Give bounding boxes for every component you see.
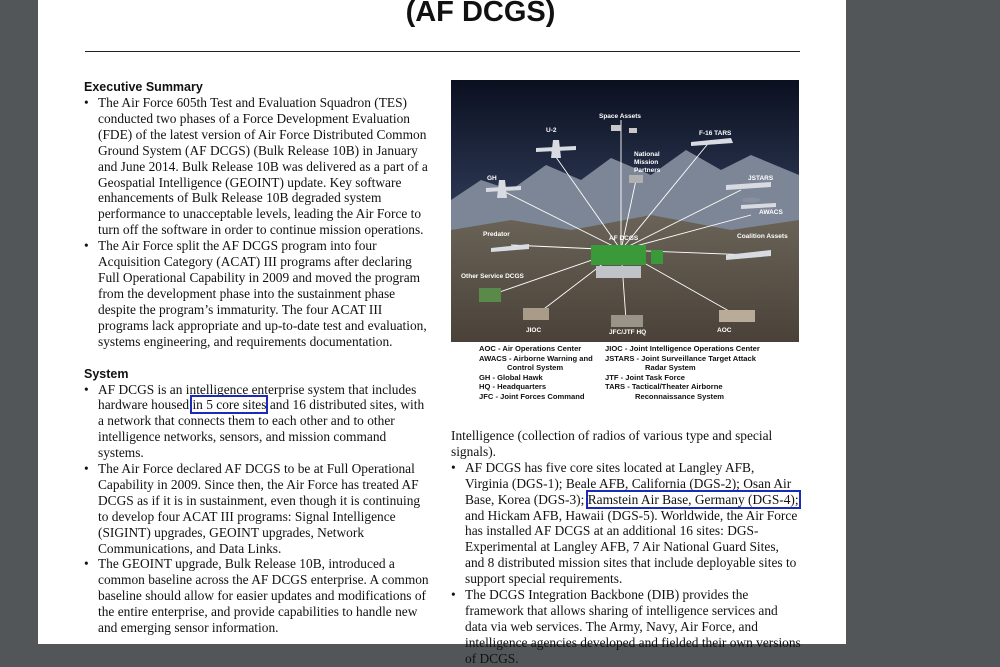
system-bullet-2: • The Air Force declared AF DCGS to be at Full Operational Capability in 2009. Since then, the Air Force has treated AF DCGS as if it is in sustainment, even though it is continuing to develop four ACAT III programs: Signal Intelligence (SIGINT) upgrades, GEOINT upgrades, Network Communications, and Data Links.: [84, 461, 429, 556]
legend-row: [479, 392, 809, 402]
system-bullet-1-pre: AF DCGS is an intelligence enterprise system that includes hardware housed: [98, 381, 417, 413]
executive-summary-heading: Executive Summary: [84, 80, 203, 94]
highlight-core-sites: in 5 core sites: [192, 397, 267, 413]
legend-item: JFC - Joint Forces Command: [479, 391, 585, 401]
label-predator: Predator: [483, 231, 510, 238]
system-bullet-1: [84, 382, 429, 462]
label-partners: Partners: [634, 167, 661, 174]
legend-item: TARS - Tactical/Theater Airborne: [605, 382, 723, 391]
core-sites-bullet-post: and Hickam AFB, Hawaii (DGS-5). Worldwide, the Air Force has installed AF DCGS at an additional 16 sites: DGS-Experimental at Langley AFB, 7 Air National Guard Sites, and 8 distributed mission sites that include deployable sites to support special requirements.: [465, 507, 798, 587]
core-sites-bullet-pre: AF DCGS has five core sites located at Langley AFB, Virginia (DGS-1); Beale AFB, California (DGS-2); Osan Air Base, Korea (DGS-3);: [465, 459, 792, 507]
continued-paragraph: Intelligence (collection of radios of various type and special signals).: [451, 428, 773, 459]
legend-item: GH - Global Hawk: [479, 372, 543, 382]
af-dcgs-diagram: [451, 80, 799, 342]
legend-row: [479, 382, 809, 392]
viewer-background: [846, 0, 1000, 644]
legend-row: [479, 363, 809, 373]
label-aoc: AOC: [717, 327, 732, 334]
label-space-assets: Space Assets: [599, 113, 642, 120]
legend-row: [479, 373, 809, 383]
left-column: [84, 79, 429, 636]
label-gh: GH: [487, 175, 497, 182]
legend-item: Reconnaissance System: [635, 391, 725, 401]
label-af-dcgs: AF DCGS: [609, 235, 639, 242]
right-list: [451, 460, 801, 667]
core-sites-bullet: [451, 460, 801, 587]
label-jioc: JIOC: [526, 327, 542, 334]
legend-item: AOC - Air Operations Center: [479, 344, 582, 353]
label-coalition-assets: Coalition Assets: [737, 233, 788, 240]
exec-bullet-1: • The Air Force 605th Test and Evaluation Squadron (TES) conducted two phases of a Force Development Evaluation (FDE) of the latest version of Air Force Distributed Common Ground System (AF DCGS) (Bulk Release 10B) in January and June 2014. Bulk Release 10B was delivered as a part of a Geospatial Intelligence (GEOINT) update. Key software enhancements of Bulk Release 10B degraded system performance to unacceptable levels, leading the Air Force to turn off the software in order to continue mission operations.: [84, 95, 429, 238]
document-page: [38, 0, 846, 666]
label-mission: Mission: [634, 159, 659, 166]
legend-item: JSTARS - Joint Surveillance Target Attack: [605, 353, 756, 363]
diagram-graphic: [451, 80, 799, 342]
label-jstars: JSTARS: [748, 175, 774, 182]
system-bullet-3: • The GEOINT upgrade, Bulk Release 10B, introduced a common baseline across the AF DCGS enterprise. A common baseline should allow for easier updates and modifications of the entire enterprise, and provide capabilities to handle new and emerging sensor information.: [84, 556, 429, 636]
label-national: National: [634, 151, 660, 158]
label-other-service-dcgs: Other Service DCGS: [461, 273, 524, 280]
exec-bullet-2: • The Air Force split the AF DCGS program into four Acquisition Category (ACAT) III programs after declaring Full Operational Capability in 2009 and moved the program from the development phase into the sustainment phase despite the program’s immaturity. The four ACAT III programs lack appropriate and up-to-date test and evaluation, systems engineering, and requirements documentation.: [84, 238, 429, 349]
executive-summary-list: [84, 95, 429, 350]
label-u2: U-2: [546, 127, 557, 134]
system-list: [84, 382, 429, 637]
dib-bullet: • The DCGS Integration Backbone (DIB) provides the framework that allows sharing of intelligence services and data via web services. The Army, Navy, Air Force, and intelligence agencies developed and fielded their own versions of DCGS.: [451, 587, 801, 667]
diagram-legend: [479, 344, 809, 401]
system-bullet-1-post: and 16 distributed sites, with a network that connects them to each other and to other intelligence networks, sensors, and mission command systems.: [98, 397, 425, 461]
legend-item: JIOC - Joint Intelligence Operations Center: [605, 344, 760, 353]
title-divider: [85, 51, 800, 52]
page-title: (AF DCGS): [405, 0, 556, 28]
legend-item: JTF - Joint Task Force: [605, 372, 686, 382]
legend-item: HQ - Headquarters: [479, 382, 547, 391]
right-column: [451, 428, 801, 667]
label-f16-tars: F-16 TARS: [699, 130, 732, 137]
legend-item: Control System: [507, 363, 564, 372]
legend-row: [479, 354, 809, 364]
legend-item: Radar System: [645, 363, 696, 372]
legend-item: AWACS - Airborne Warning and: [479, 353, 593, 363]
label-jfc-jtf-hq: JFC/JTF HQ: [609, 329, 647, 336]
label-awacs: AWACS: [759, 209, 783, 216]
highlight-ramstein: Ramstein Air Base, Germany (DGS-4);: [587, 491, 799, 507]
legend-row: [479, 344, 809, 354]
system-heading: System: [84, 366, 129, 381]
